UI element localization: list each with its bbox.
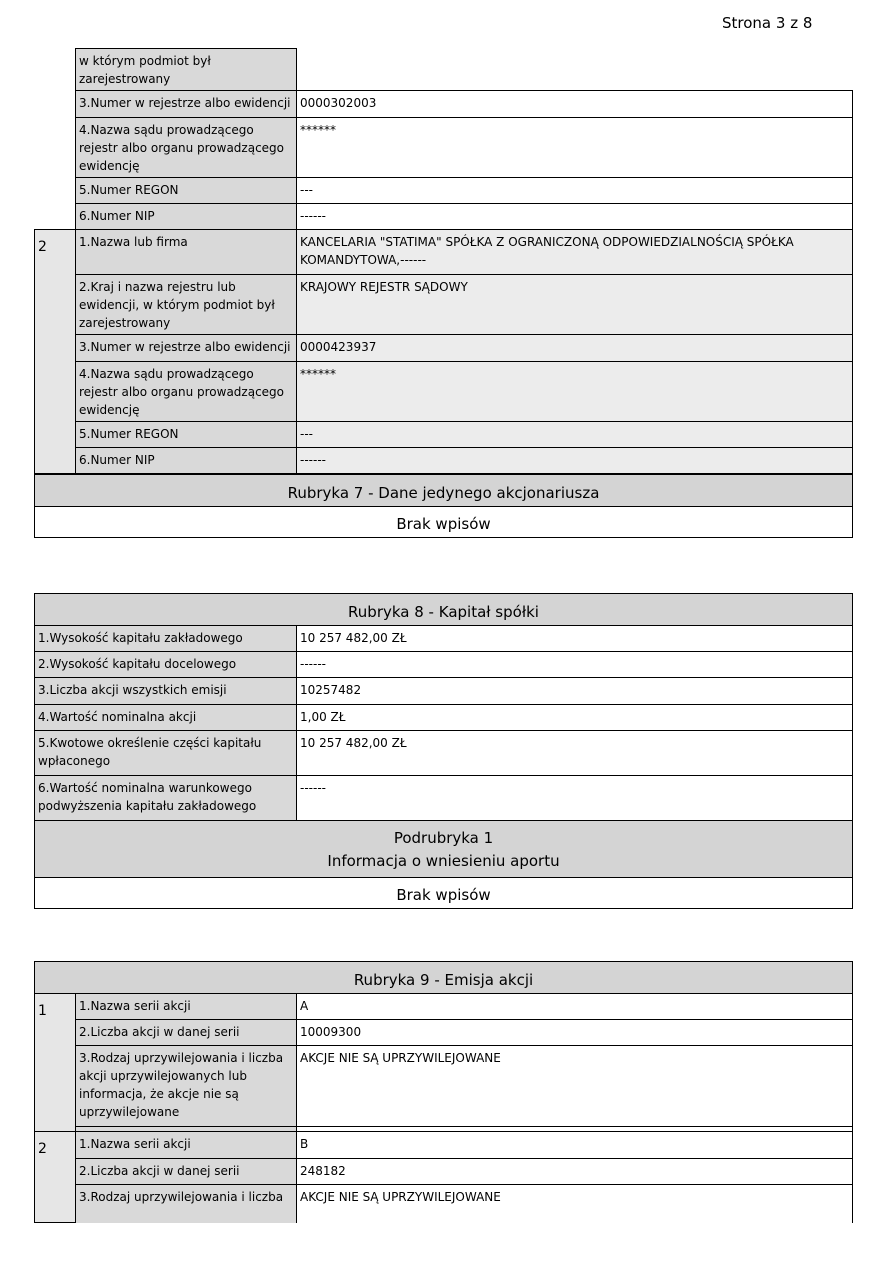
row-value: 0000423937 bbox=[297, 335, 853, 362]
row-value: 1,00 ZŁ bbox=[297, 705, 853, 731]
row-label: 3.Liczba akcji wszystkich emisji bbox=[35, 678, 297, 705]
row-value: A bbox=[297, 994, 853, 1020]
subsection-title bbox=[35, 821, 853, 878]
rubryka-8-section bbox=[34, 593, 853, 909]
row-label: 5.Numer REGON bbox=[76, 422, 297, 448]
row-value: 10009300 bbox=[297, 1020, 853, 1046]
row-value: ------ bbox=[297, 652, 853, 678]
row-label: 6.Wartość nominalna warunkowego podwyższenia kapitału zakładowego bbox=[35, 776, 297, 821]
row-label: 3.Numer w rejestrze albo ewidencji bbox=[76, 335, 297, 362]
row-label: 3.Rodzaj uprzywilejowania i liczba bbox=[76, 1185, 297, 1223]
row-value: 10 257 482,00 ZŁ bbox=[297, 626, 853, 652]
shareholder-entities-table bbox=[34, 48, 853, 474]
row-label: 6.Numer NIP bbox=[76, 448, 297, 474]
row-value: --- bbox=[297, 178, 853, 204]
row-label: 4.Nazwa sądu prowadzącego rejestr albo organu prowadzącego ewidencję bbox=[76, 362, 297, 422]
entity-number: 2 bbox=[35, 230, 76, 474]
row-label: 1.Nazwa serii akcji bbox=[76, 1132, 297, 1159]
row-label: 4.Wartość nominalna akcji bbox=[35, 705, 297, 731]
section-title: Rubryka 8 - Kapitał spółki bbox=[35, 594, 853, 626]
no-entries-text: Brak wpisów bbox=[35, 507, 853, 538]
rubryka-9-section bbox=[34, 961, 853, 1223]
series-number: 1 bbox=[35, 994, 76, 1132]
row-value: 248182 bbox=[297, 1159, 853, 1185]
row-value: --- bbox=[297, 422, 853, 448]
row-label: 2.Liczba akcji w danej serii bbox=[76, 1159, 297, 1185]
section-title: Rubryka 9 - Emisja akcji bbox=[35, 962, 853, 994]
rubryka-7-section bbox=[34, 474, 853, 538]
row-label: 5.Numer REGON bbox=[76, 178, 297, 204]
row-value: ------ bbox=[297, 204, 853, 230]
row-value: B bbox=[297, 1132, 853, 1159]
row-value: AKCJE NIE SĄ UPRZYWILEJOWANE bbox=[297, 1185, 853, 1223]
row-value: KRAJOWY REJESTR SĄDOWY bbox=[297, 275, 853, 335]
row-label: 1.Nazwa lub firma bbox=[76, 230, 297, 275]
row-label: 2.Kraj i nazwa rejestru lub ewidencji, w którym podmiot był zarejestrowany bbox=[76, 275, 297, 335]
section-title: Rubryka 7 - Dane jedynego akcjonariusza bbox=[35, 475, 853, 507]
series-number: 2 bbox=[35, 1132, 76, 1223]
row-label: w którym podmiot był zarejestrowany bbox=[76, 49, 297, 91]
row-label: 1.Nazwa serii akcji bbox=[76, 994, 297, 1020]
page-number: Strona 3 z 8 bbox=[722, 14, 813, 32]
row-label: 4.Nazwa sądu prowadzącego rejestr albo organu prowadzącego ewidencję bbox=[76, 118, 297, 178]
row-label: 5.Kwotowe określenie części kapitału wpłaconego bbox=[35, 731, 297, 776]
no-entries-text: Brak wpisów bbox=[35, 878, 853, 909]
row-value: 0000302003 bbox=[297, 91, 853, 118]
row-value: ****** bbox=[297, 362, 853, 422]
subsection-name: Informacja o wniesieniu aportu bbox=[327, 852, 560, 870]
row-value: ****** bbox=[297, 118, 853, 178]
row-label: 2.Wysokość kapitału docelowego bbox=[35, 652, 297, 678]
row-value: AKCJE NIE SĄ UPRZYWILEJOWANE bbox=[297, 1046, 853, 1127]
row-label: 1.Wysokość kapitału zakładowego bbox=[35, 626, 297, 652]
row-label: 3.Numer w rejestrze albo ewidencji bbox=[76, 91, 297, 118]
row-value: KANCELARIA "STATIMA" SPÓŁKA Z OGRANICZONĄ ODPOWIEDZIALNOŚCIĄ SPÓŁKA KOMANDYTOWA,------ bbox=[297, 230, 853, 275]
row-label: 2.Liczba akcji w danej serii bbox=[76, 1020, 297, 1046]
row-value: 10 257 482,00 ZŁ bbox=[297, 731, 853, 776]
row-value: 10257482 bbox=[297, 678, 853, 705]
row-label: 3.Rodzaj uprzywilejowania i liczba akcji uprzywilejowanych lub informacja, że akcje nie są uprzywilejowane bbox=[76, 1046, 297, 1127]
subsection-number: Podrubryka 1 bbox=[393, 829, 494, 847]
row-value: ------ bbox=[297, 448, 853, 474]
row-label: 6.Numer NIP bbox=[76, 204, 297, 230]
row-value: ------ bbox=[297, 776, 853, 821]
